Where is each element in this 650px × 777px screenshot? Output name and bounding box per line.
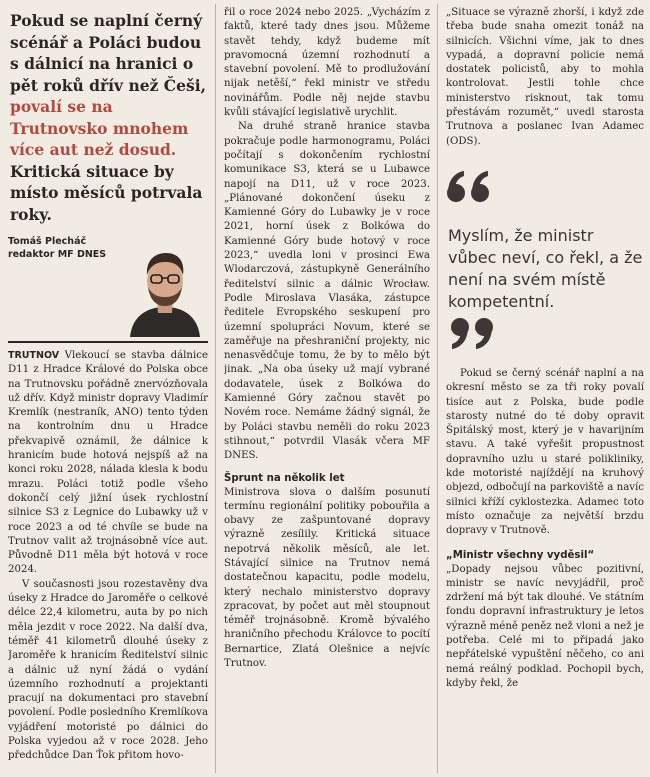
author-role: redaktor MF DNES bbox=[8, 249, 107, 260]
paragraph: V současnosti jsou rozestavěny dva úseky z Hradce do Jaroměře o celkové délce 22,4 kilometru, auta by po nich měla jezdit v roce 2022. Na další dva, téměř 41 kilometrů dlouhé úseky z Jaroměře k hranicím Ředitelství silnic a dálnic už nyní žádá o vydání územního rozhodnutí a projektanti pracují na dokumentaci pro stavební povolení. Podle posledního Kremlíkova vyjádření motoristé po dálnici do Polska vyjedou až v roce 2028. Jeho předchůdce Dan Ťok přitom hovo- bbox=[8, 578, 208, 762]
headline bbox=[10, 10, 208, 225]
dateline: TRUTNOV bbox=[8, 350, 60, 361]
pull-quote-text: Myslím, že ministr vůbec neví, co řekl, a že není na svém místě kompetentní. bbox=[448, 225, 643, 311]
pull-quote bbox=[446, 157, 644, 367]
column-rule bbox=[437, 4, 438, 773]
author-portrait bbox=[126, 235, 204, 337]
headline-highlight: povalí se na Trutnovsko mnohem více aut než dosud. bbox=[10, 97, 189, 159]
byline-divider bbox=[8, 341, 208, 343]
paragraph: Pokud se černý scénář naplní a na okresní město se za tři roky povalí tisíce aut z Polska, bude podle starosty nutné do té doby opravit Špitálský most, který je v havarijním stavu. A také vyřešit propustnost dopravního uzlu u staré polikliniky, kde motoristé najíždějí na kruhový objezd, odbočují na parkoviště a navíc silnici kříží cyklostezka. Adamec toto místo označuje za největší brzdu dopravy v Trutnově. bbox=[446, 367, 644, 537]
headline-part3: Kritická situace by místo měsíců potrvala roky. bbox=[10, 161, 203, 224]
paragraph: „Situace se výrazně zhorší, i když zde třeba bude snaha omezit tonáž na silnicích. Všichni víme, jak to dnes vypadá, a dopravní policie nemá dostatek policistů, aby to mohla kontrolovat. Jestli tohle chce ministerstvo risknout, tak tomu přestávám rozumět,“ uvedl starosta Trutnova a poslanec Ivan Adamec (ODS). bbox=[446, 7, 644, 147]
paragraph: Ministrova slova o dalším posunutí termínu regionální politiky pobouřila a obavy ze zašpuntované dopravy výrazně zesílily. Kritická situace nepotrvá několik měsíců, ale let. Stávající silnice na Trutnov nemá dostatečnou kapacitu, podle modelu, který nechalo ministerstvo dopravy zpracovat, by počet aut měl stoupnout téměř trojnásobně. Kromě bývalého hraničního přechodu Královce to pocítí Bernartice, Zlatá Olešnice a nejvíc Trutnov. bbox=[224, 486, 430, 670]
column-3 bbox=[446, 0, 644, 777]
byline bbox=[8, 235, 208, 339]
paragraph: Na druhé straně hranice stavba pokračuje podle harmonogramu, Poláci počítají s dokončením rychlostní komunikace S3, která se u Lubawce napojí na D11, už v roce 2023. „Plánované dokončení úseku z Kamienné Góry do Lubawky je v roce 2021, horní úsek z Bolkówa do Kamienné Góry bude hotový v roce 2023,“ uvedla loni v prosinci Ewa Wlodarczová, zástupkyně Generálního ředitelství silnic a dálnic Wrocław. Podle Miroslava Vlasáka, zástupce ředitele Evropského seskupení pro územní spolupráci Novum, které se zaměřuje na přeshraniční projekty, nic nenasvědčuje tomu, že by to mělo být jinak. „Na oba úseky už mají vybrané dodavatele, úsek z Bolkówa do Kamienné Góry začnou stavět po Novém roce. Nemáme žádný signál, že by Poláci stavbu neměli do roku 2023 stihnout,“ potvrdil Vlasák včera MF DNES. bbox=[224, 121, 430, 462]
subhead: Šprunt na několik let bbox=[224, 472, 345, 484]
quote-open-icon bbox=[446, 169, 494, 209]
column-1 bbox=[8, 0, 208, 777]
paragraph: „Dopady nejsou vůbec pozitivní, ministr se navíc nevyjádřil, proč zdržení má být tak dlouhé. Ve státním fondu dopravní infrastruktury je letos výrazně méně peněz než vloni a než je potřeba. Celé mi to připadá jako nepřátelské vypuštění něčeho, co ani nemá reálný podklad. Pochopil bych, kdyby řekl, že bbox=[446, 563, 644, 689]
column-rule bbox=[215, 4, 216, 773]
paragraph bbox=[8, 349, 208, 578]
paragraph: řil o roce 2024 nebo 2025. „Vycházím z faktů, které tady dnes jsou. Můžeme stavět tehdy, když budeme mít pravomocná územní rozhodnutí a stavební povolení. Mě to prodlužování nijak netěší,“ řekl ministr ve středu novinářům. Podle něj nejde stavbu kvůli stávající legislativě urychlit. bbox=[224, 7, 430, 119]
headline-part1: Pokud se naplní černý scénář a Poláci budou s dálnicí na hranici o pět roků dřív než Češi, bbox=[10, 11, 206, 95]
quote-close-icon bbox=[446, 311, 494, 351]
column-2 bbox=[224, 0, 430, 777]
paragraph-text: Vlekoucí se stavba dálnice D11 z Hradce Králové do Polska obce na Trutnovsku pořádně znervózňovala už dřív. Když ministr dopravy Vladimír Kremlík (nestraník, ANO) tento týden na kontrolním dnu u Hradce překvapivě oznámil, že dálnice k hranicím bude hotová nejspíš až na konci roku 2028, nálada klesla k bodu mrazu. Poláci totiž podle všeho dokončí celý jižní úsek rychlostní silnice S3 z Legnice do Lubawky už v roce 2023 a od té chvíle se bude na Trutnov valit až trojnásobně více aut. Původně D11 měla být hotová v roce 2024. bbox=[8, 350, 208, 576]
subhead: „Ministr všechny vyděsil“ bbox=[446, 549, 595, 561]
author-name: Tomáš Plecháč bbox=[8, 236, 87, 247]
